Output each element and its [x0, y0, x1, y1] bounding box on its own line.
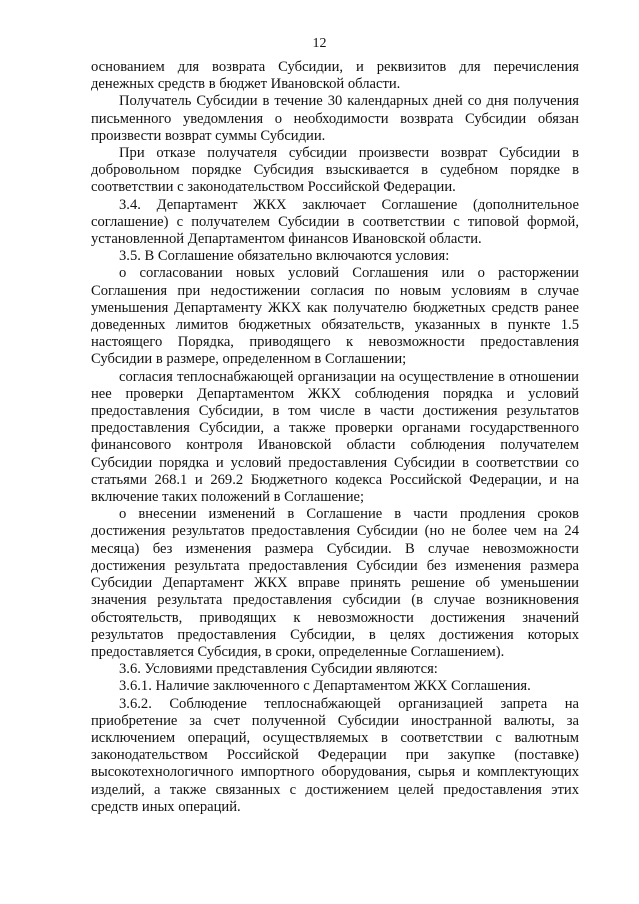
paragraph-3-4-agreement: 3.4. Департамент ЖКХ заключает Соглашение (дополнительное соглашение) с получателем Субсидии в соответствии с типовой формой, установленной Департаментом финансов Ивановской области. — [91, 196, 579, 248]
document-body — [91, 59, 579, 816]
paragraph-3-6-conditions-heading: 3.6. Условиями представления Субсидии являются: — [119, 661, 438, 678]
paragraph-return-deadline: Получатель Субсидии в течение 30 календарных дней со дня получения письменного уведомления о необходимости возврата Субсидии обязан произвести возврат суммы Субсидии. — [91, 93, 579, 144]
paragraph-deadline-extension: о внесении изменений в Соглашение в части продления сроков достижения результатов предоставления Субсидии (но не более чем на 24 месяца) без изменения размера Субсидии. В случае невозможности достижения результата предоставления Субсидии без изменения размера Субсидии Департамент ЖКХ вправе принять решение об уменьшении значения результата предоставления субсидии (в случае возникновения обстоятельств, приводящих к невозможности достижения значений результатов предоставления Субсидии, в целях достижения которых предоставляется Субсидия, в сроки, определенные Соглашением). — [91, 506, 579, 660]
paragraph-refusal-to-return: При отказе получателя субсидии произвести возврат Субсидии в добровольном порядке Субсидия взыскивается в судебном порядке в соответствии с законодательством Российской Федерации. — [91, 145, 579, 196]
paragraph-3-6-2: 3.6.2. Соблюдение теплоснабжающей организацией запрета на приобретение за счет полученной Субсидии иностранной валюты, за исключением операций, осуществляемых в соответствии с валютным законодательством Российской Федерации при закупке (поставке) высокотехнологичного импортного оборудования, сырья и комплектующих изделий, а также связанных с достижением целей предоставления этих средств иных операций. — [91, 695, 579, 815]
paragraph-3-6-1: 3.6.1. Наличие заключенного с Департаментом ЖКХ Соглашения. — [119, 678, 531, 695]
page-number: 12 — [312, 36, 327, 51]
paragraph-new-conditions: о согласовании новых условий Соглашения или о расторжении Соглашения при недостижении согласия по новым условиям в случае уменьшения Департаменту ЖКХ как получателю бюджетных средств ранее доведенных лимитов бюджетных обязательств, указанных в пункте 1.5 настоящего Порядка, приводящего к невозможности предоставления Субсидии в размере, определенном в Соглашении; — [91, 265, 579, 368]
paragraph-subsidy-return-basis: основанием для возврата Субсидии, и реквизитов для перечисления денежных средств в бюджет Ивановской области. — [91, 59, 579, 93]
paragraph-inspection-consent: согласия теплоснабжающей организации на осуществление в отношении нее проверки Департаментом ЖКХ соблюдения порядка и условий предоставления Субсидии, в том числе в части достижения результатов предоставления Субсидии, а также проверки органами государственного финансового контроля Ивановской области соблюдения получателем Субсидии порядка и условий предоставления Субсидии в соответствии со статьями 268.1 и 269.2 Бюджетного кодекса Российской Федерации, и на включение таких положений в Соглашение; — [91, 368, 579, 506]
paragraph-3-5-conditions-heading: 3.5. В Соглашение обязательно включаются условия: — [119, 248, 450, 265]
